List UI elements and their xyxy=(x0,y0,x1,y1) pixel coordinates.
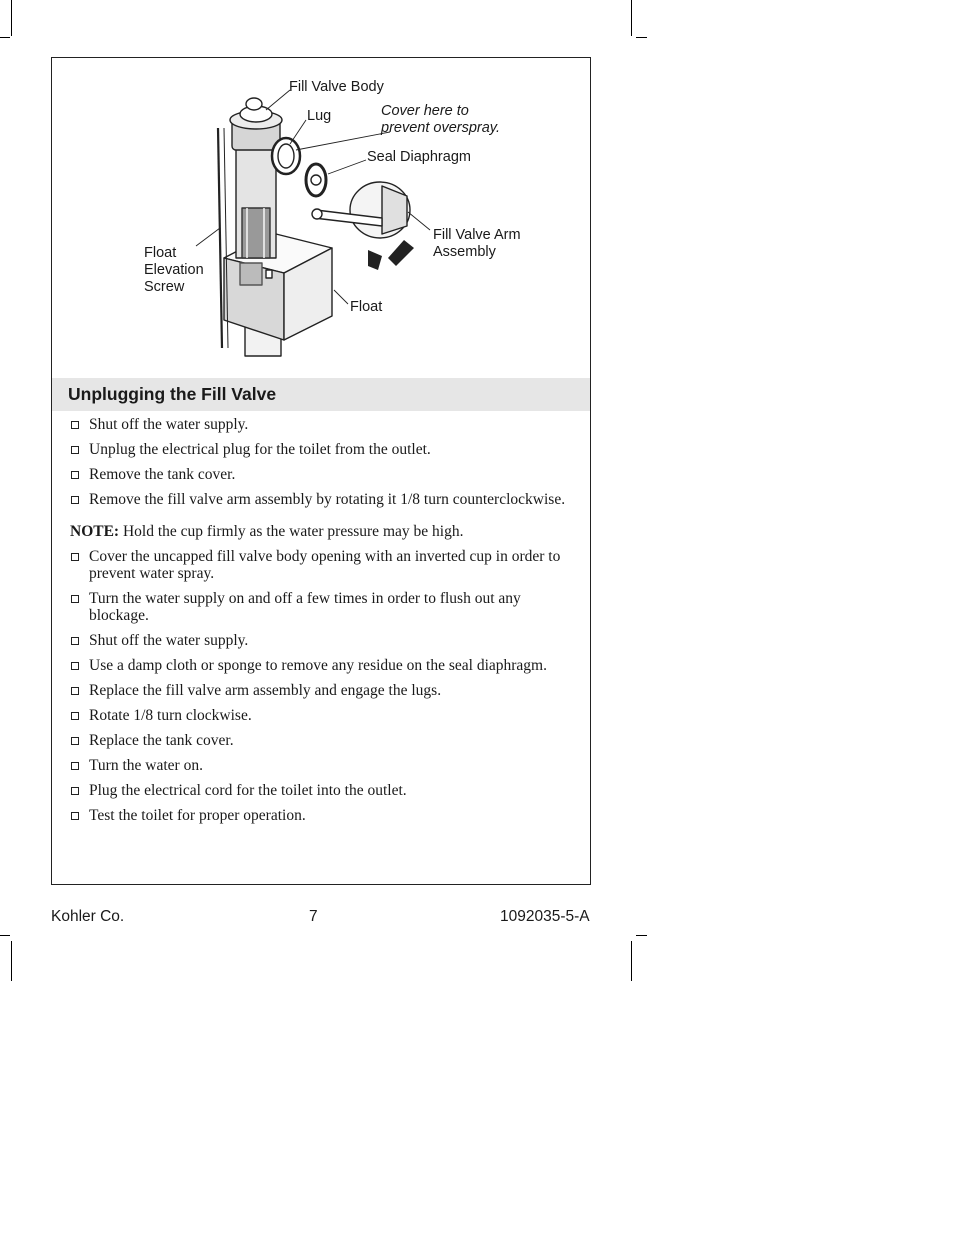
step-text: Replace the fill valve arm assembly and engage the lugs. xyxy=(89,682,442,699)
checkbox-icon xyxy=(71,787,79,795)
step-text: Cover the uncapped fill valve body opening with an inverted cup in order to prevent water spray. xyxy=(89,548,561,582)
step-text: Rotate 1/8 turn clockwise. xyxy=(89,707,252,724)
list-item xyxy=(70,590,570,624)
footer-page-number: 7 xyxy=(309,908,318,925)
step-text: Shut off the water supply. xyxy=(89,416,249,433)
list-item xyxy=(70,732,570,749)
footer-company: Kohler Co. xyxy=(51,908,125,925)
step-text: Turn the water supply on and off a few times in order to flush out any blockage. xyxy=(89,590,521,624)
note-text: Hold the cup firmly as the water pressure may be high. xyxy=(119,523,464,540)
callout-seal-diaphragm: Seal Diaphragm xyxy=(367,149,471,165)
section-heading: Unplugging the Fill Valve xyxy=(68,384,277,404)
checkbox-icon xyxy=(71,496,79,504)
step-text: Unplug the electrical plug for the toilet from the outlet. xyxy=(89,441,431,458)
list-item xyxy=(70,657,570,674)
checkbox-icon xyxy=(71,637,79,645)
checkbox-icon xyxy=(71,737,79,745)
list-item xyxy=(70,782,570,799)
steps-list-b xyxy=(70,548,570,824)
callout-fill-valve-arm-assembly: Fill Valve Arm Assembly xyxy=(433,227,521,260)
steps-list-a xyxy=(70,416,570,508)
footer-doc-number: 1092035-5-A xyxy=(500,908,590,925)
list-item xyxy=(70,632,570,649)
note-label: NOTE: xyxy=(70,523,120,540)
note xyxy=(70,523,570,540)
crop-mark xyxy=(0,37,10,38)
callout-lug: Lug xyxy=(307,108,332,124)
fill-valve-illustration xyxy=(52,58,592,378)
list-item xyxy=(70,548,570,582)
step-text: Replace the tank cover. xyxy=(89,732,234,749)
checkbox-icon xyxy=(71,662,79,670)
crop-mark xyxy=(0,935,10,936)
list-item xyxy=(70,707,570,724)
crop-mark xyxy=(631,0,632,36)
callout-float-elevation-screw: Float Elevation Screw xyxy=(144,245,204,295)
fill-valve-drawing xyxy=(52,58,592,378)
checkbox-icon xyxy=(71,812,79,820)
list-item xyxy=(70,491,570,508)
checkbox-icon xyxy=(71,471,79,479)
checkbox-icon xyxy=(71,762,79,770)
checkbox-icon xyxy=(71,595,79,603)
checkbox-icon xyxy=(71,712,79,720)
section-heading-bar xyxy=(52,378,590,411)
instructions xyxy=(70,416,570,832)
instruction-panel xyxy=(51,57,591,885)
checkbox-icon xyxy=(71,421,79,429)
step-text: Turn the water on. xyxy=(89,757,203,774)
list-item xyxy=(70,466,570,483)
step-text: Shut off the water supply. xyxy=(89,632,249,649)
step-text: Remove the tank cover. xyxy=(89,466,236,483)
step-text: Use a damp cloth or sponge to remove any residue on the seal diaphragm. xyxy=(89,657,547,674)
checkbox-icon xyxy=(71,446,79,454)
crop-mark xyxy=(11,941,12,981)
callout-float: Float xyxy=(350,299,383,315)
crop-mark xyxy=(11,0,12,36)
crop-mark xyxy=(636,935,647,936)
callout-cover-note: Cover here to prevent overspray. xyxy=(381,103,501,136)
checkbox-icon xyxy=(71,553,79,561)
list-item xyxy=(70,682,570,699)
step-text: Test the toilet for proper operation. xyxy=(89,807,306,824)
step-text: Remove the fill valve arm assembly by rotating it 1/8 turn counterclockwise. xyxy=(89,491,566,508)
crop-mark xyxy=(631,941,632,981)
crop-mark xyxy=(636,37,647,38)
checkbox-icon xyxy=(71,687,79,695)
list-item xyxy=(70,416,570,433)
list-item xyxy=(70,807,570,824)
list-item xyxy=(70,757,570,774)
list-item xyxy=(70,441,570,458)
step-text: Plug the electrical cord for the toilet into the outlet. xyxy=(89,782,407,799)
callout-fill-valve-body: Fill Valve Body xyxy=(289,79,384,95)
